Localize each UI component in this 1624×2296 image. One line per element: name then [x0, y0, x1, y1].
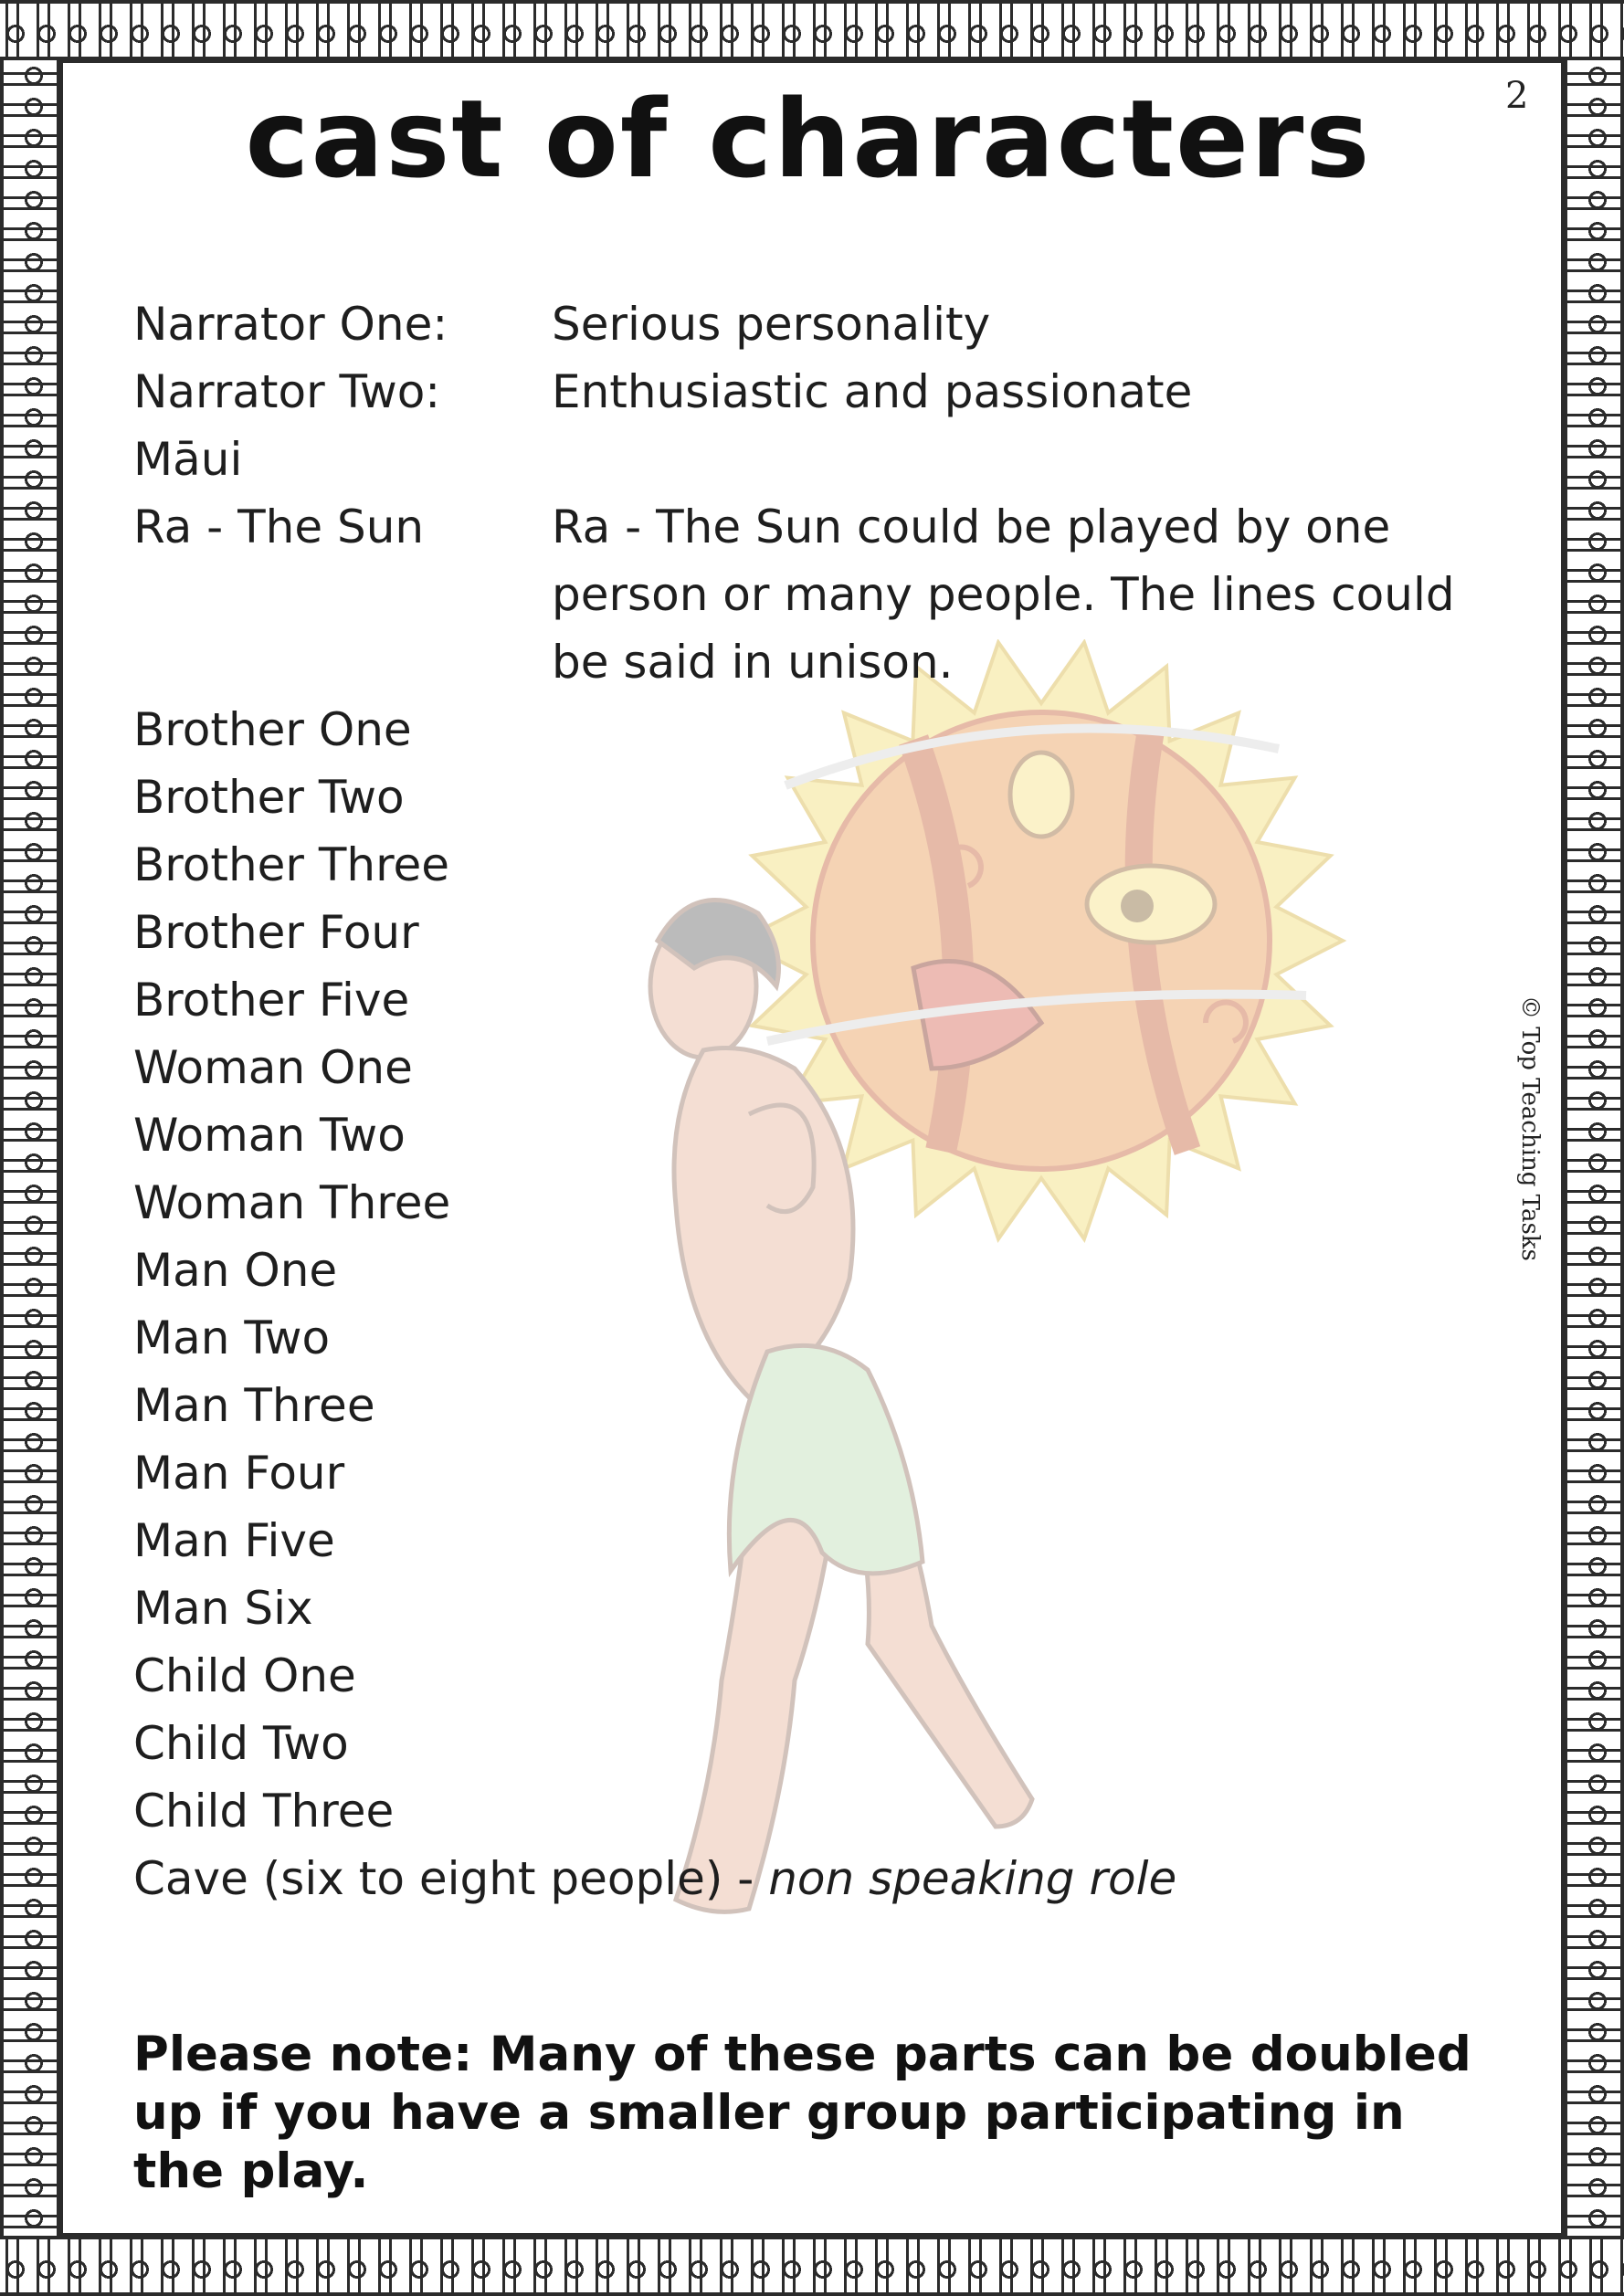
cast-row [133, 1439, 1503, 1507]
cast-description: Serious personality [552, 298, 991, 351]
cast-name: Brother One [133, 703, 412, 756]
cast-row [133, 1710, 1503, 1777]
cast-name: Brother Four [133, 906, 419, 959]
cast-row [133, 1642, 1503, 1710]
cast-name: Woman Three [133, 1176, 451, 1229]
cast-row [133, 764, 1503, 831]
cast-name: Man Five [133, 1514, 335, 1567]
cast-row [133, 1101, 1503, 1169]
cast-row [133, 290, 1503, 358]
cast-name: Man Two [133, 1311, 331, 1364]
cast-list [133, 290, 1503, 1912]
cast-name: Woman One [133, 1041, 413, 1094]
cast-name: Ra - The Sun [133, 500, 425, 553]
copyright-notice: © Top Teaching Tasks [1516, 995, 1544, 1261]
cast-name: Narrator Two: [133, 365, 441, 418]
cast-row [133, 493, 1503, 696]
cave-note: non speaking role [768, 1852, 1177, 1905]
cast-name: Māui [133, 433, 243, 486]
cast-name: Man One [133, 1244, 338, 1297]
cast-row [133, 696, 1503, 764]
cast-name: Child One [133, 1649, 356, 1702]
cast-name: Man Three [133, 1379, 375, 1432]
decorative-border-right [1564, 60, 1624, 2236]
cast-row [133, 1777, 1503, 1845]
cave-label: Cave (six to eight people) - [133, 1852, 769, 1905]
cast-row [133, 426, 1503, 493]
cast-row [133, 1304, 1503, 1372]
cast-name: Brother Five [133, 974, 410, 1027]
cast-name: Man Six [133, 1582, 313, 1635]
cave-row [133, 1845, 1503, 1912]
cast-description: Ra - The Sun could be played by one person or many people. The lines could be said in unison. [552, 500, 1455, 689]
cast-row [133, 1507, 1503, 1575]
cast-row [133, 831, 1503, 899]
cast-name: Child Two [133, 1717, 349, 1770]
page-title: cast of characters [245, 76, 1372, 202]
cast-name: Narrator One: [133, 298, 448, 351]
cast-row [133, 358, 1503, 426]
cast-row [133, 1034, 1503, 1101]
cast-row [133, 1237, 1503, 1304]
cast-description: Enthusiastic and passionate [552, 365, 1193, 418]
cast-name: Brother Three [133, 838, 450, 891]
decorative-border-top [0, 0, 1624, 60]
cast-name: Brother Two [133, 771, 405, 824]
cast-row [133, 1575, 1503, 1642]
cave-name [133, 1845, 1176, 1912]
decorative-border-bottom [0, 2236, 1624, 2296]
cast-row [133, 1372, 1503, 1439]
page-number: 2 [1505, 75, 1529, 117]
cast-row [133, 1169, 1503, 1237]
please-note: Please note: Many of these parts can be doubled up if you have a smaller group participating in the play. [133, 2027, 1471, 2199]
cast-name: Child Three [133, 1785, 395, 1838]
decorative-border-left [0, 60, 60, 2236]
cast-row [133, 966, 1503, 1034]
cast-name: Man Four [133, 1447, 345, 1500]
cast-name: Woman Two [133, 1109, 406, 1162]
cast-row [133, 899, 1503, 966]
